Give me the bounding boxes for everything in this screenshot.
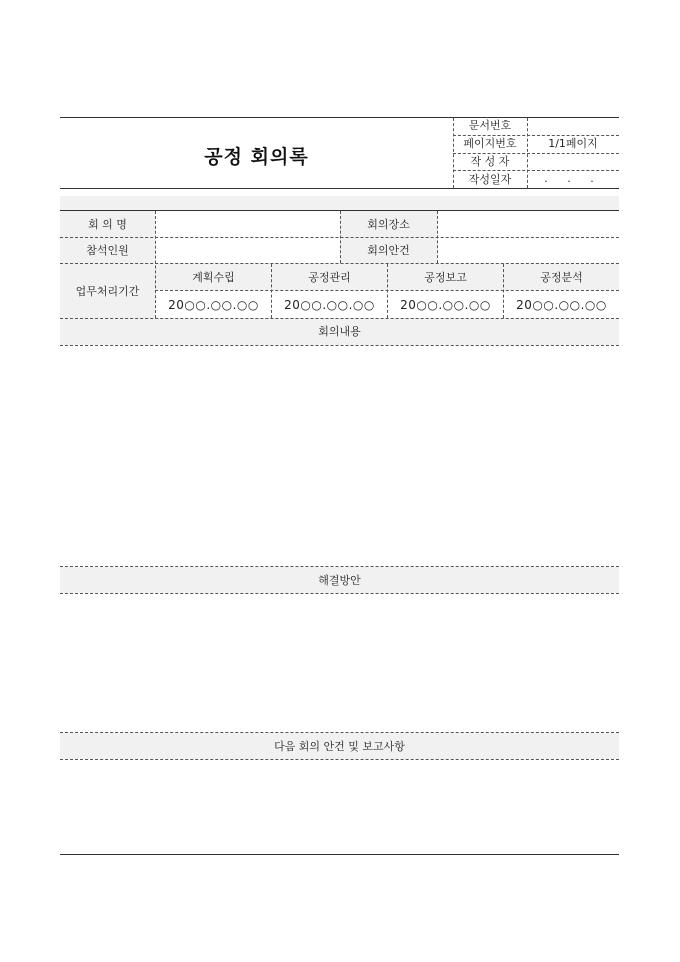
phase-label-plan: 계획수립 bbox=[192, 270, 235, 284]
col-divider bbox=[155, 211, 156, 318]
document-title: 공정 회의록 bbox=[204, 146, 309, 168]
meta-row-divider bbox=[453, 153, 619, 154]
content-body[interactable] bbox=[66, 352, 613, 562]
attendees-label: 참석인원 bbox=[86, 244, 129, 257]
col-divider bbox=[271, 264, 272, 318]
date-value[interactable]: . . . bbox=[544, 172, 602, 185]
phase-date-analysis[interactable]: 20○○.○○.○○ bbox=[516, 297, 607, 312]
content-section-header: 회의내용 bbox=[318, 325, 361, 338]
phase-label-analysis: 공정분석 bbox=[540, 270, 583, 284]
header-top-rule bbox=[60, 117, 619, 118]
meeting-name-label: 회 의 명 bbox=[88, 217, 127, 231]
page-number-label: 페이지번호 bbox=[463, 137, 517, 150]
meeting-place-field[interactable] bbox=[438, 211, 619, 237]
page-number-value[interactable]: 1/1페이지 bbox=[548, 137, 598, 150]
phase-label-manage: 공정관리 bbox=[308, 270, 351, 284]
meta-row-divider bbox=[453, 135, 619, 136]
phase-date-plan[interactable]: 20○○.○○.○○ bbox=[168, 297, 259, 312]
col-divider bbox=[437, 211, 438, 263]
section-rule bbox=[60, 593, 619, 594]
col-divider bbox=[503, 264, 504, 318]
section-rule bbox=[60, 345, 619, 346]
spacer-band bbox=[60, 196, 619, 210]
doc-number-label: 문서번호 bbox=[468, 119, 512, 132]
meta-row-divider bbox=[453, 170, 619, 171]
date-label: 작성일자 bbox=[468, 173, 512, 186]
col-divider bbox=[340, 211, 341, 263]
col-divider bbox=[387, 264, 388, 318]
section-rule bbox=[60, 759, 619, 760]
meeting-place-label: 회의장소 bbox=[367, 217, 410, 231]
phase-label-report: 공정보고 bbox=[424, 270, 467, 284]
attendees-field[interactable] bbox=[156, 238, 340, 263]
next-agenda-body[interactable] bbox=[66, 766, 613, 846]
agenda-field[interactable] bbox=[438, 238, 619, 263]
agenda-label: 회의안건 bbox=[367, 244, 410, 257]
period-label: 업무처리기간 bbox=[75, 284, 140, 298]
meeting-name-field[interactable] bbox=[156, 211, 340, 237]
phase-date-report[interactable]: 20○○.○○.○○ bbox=[400, 297, 491, 312]
solution-section-header: 해결방안 bbox=[318, 573, 361, 587]
author-label: 작 성 자 bbox=[470, 155, 510, 168]
next-agenda-section-header: 다음 회의 안건 및 보고사항 bbox=[274, 739, 405, 753]
phase-date-manage[interactable]: 20○○.○○.○○ bbox=[284, 297, 375, 312]
header-bottom-rule bbox=[60, 188, 619, 189]
solution-body[interactable] bbox=[66, 600, 613, 725]
form-bottom-rule bbox=[60, 854, 619, 855]
